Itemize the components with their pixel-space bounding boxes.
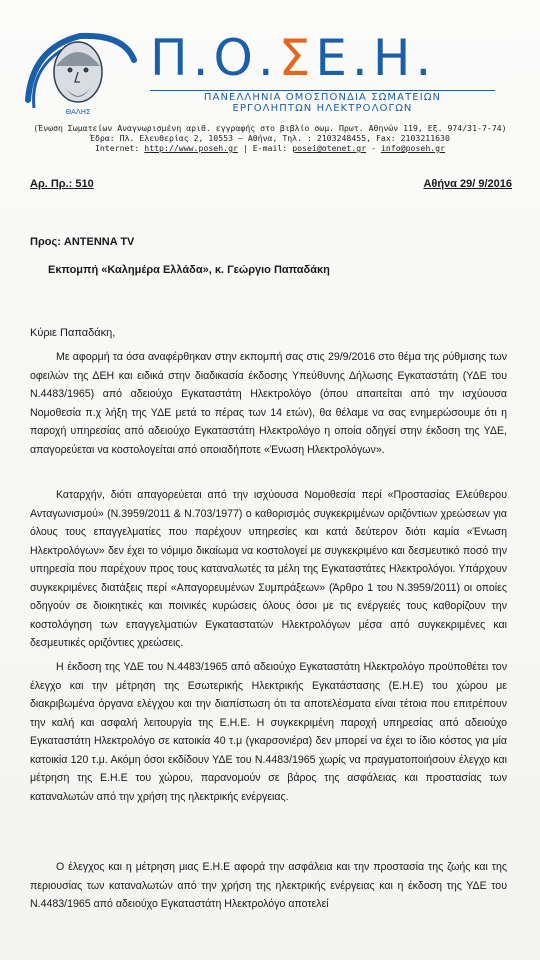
contact-info xyxy=(0,143,540,153)
recipient: Προς: ANTENNA TV xyxy=(30,236,135,248)
org-name-part-left: Π.Ο. xyxy=(150,29,279,87)
org-name-bolt-letter: Σ xyxy=(278,29,316,87)
body-paragraph-3: Η έκδοση της ΥΔΕ του Ν.4483/1965 από αδειούχο Εγκαταστάτη Ηλεκτρολόγο προϋποθέτει τον έλεγχο και την μέτρηση της Εσωτερικής Ηλεκτρικής Εγκατάστασης (Ε.Η.Ε) του χώρου με διακριβωμένα όργανα ελέγχου και την διαπίστωση ότι τα αποτελέσματα είναι τέτοια που επιτρέπουν την καλή και ασφαλή λειτουργία της Ε.Η.Ε. Η συγκεκριμένη παροχή υπηρεσίας από αδειούχο Εγκαταστάτη Ηλεκτρολόγο σε κατοικία 40 τ.μ (γκαρσονιέρα) δεν μπορεί να έχει το ίδιο κόστος για μία κατοικία 120 τ.μ. Ακόμη όσοι εκδίδουν ΥΔΕ του Ν.4483/1965 χωρίς να πραγματοποιήσουν έλεγχο και μέτρηση της Ε.Η.Ε του χώρου, παρανομούν σε βάρος της ασφάλειας και προστασίας των καταναλωτών από την χρήση της ηλεκτρικής ενέργειας. xyxy=(30,661,507,803)
email-separator: - xyxy=(371,143,377,153)
email-link-posei[interactable]: posei@otenet.gr xyxy=(292,143,367,153)
internet-label: Internet: xyxy=(94,143,140,153)
logo-caption: ΘΑΛΗΣ xyxy=(65,108,91,116)
body-paragraph-1: Με αφορμή τα όσα αναφέρθηκαν στην εκπομπή σας στις 29/9/2016 στο θέμα της ρύθμισης των οφειλών της ΔΕΗ και ειδικά στην διαδικασία έκδοσης Υπεύθυνης Δήλωσης Εγκαταστάτη (ΥΔΕ του Ν.4483/1965) από αδειούχο Εγκαταστάτη Ηλεκτρολόγο (όπου απαιτείται από την ισχύουσα Νομοθεσία π.χ λήξη της ΥΔΕ μετά το πέρας των 14 ετών), θα θέλαμε να σας ενημερώσουμε ότι η παροχή υπηρεσίας από αδειούχο Εγκαταστάτη Ηλεκτρολόγο η οποία οδηγεί στην έκδοση της ΥΔΕ, απαγορεύεται να κοστολογείται από οποιαδήποτε «Ένωση Ηλεκτρολόγων». xyxy=(30,351,507,456)
registration-info: (Ένωση Σωματείων Αναγνωρισμένη αριθ. εγγραφής στο βιβλίο σωμ. Πρωτ. Αθηνών 119, Εξ. 974/31-7-74) xyxy=(33,123,507,133)
organization-logo xyxy=(22,30,138,116)
letter-date: Αθήνα 29/ 9/2016 xyxy=(423,178,512,190)
greeting: Κύριε Παπαδάκη, xyxy=(30,327,116,339)
body-paragraph-2: Καταρχήν, διότι απαγορεύεται από την ισχύουσα Νομοθεσία περί «Προστασίας Ελεύθερου Ανταγωνισμού» (Ν.3959/2011 & Ν.703/1977) ο καθορισμός συγκεκριμένων οριζόντιων χρεώσεων για όλους τους επαγγελματίες που παρέχουν υπηρεσίες και κατά δεύτερον διότι καμία «Ένωση Ηλεκτρολόγων» δεν έχει το νόμιμο δικαίωμα να κοστολογεί με συγκεκριμένο και δεσμευτικό ποσό την υπηρεσία που παρέχουν προς τους καταναλωτές τα μέλη της Εγκαταστάτες Ηλεκτρολόγοι. Υπάρχουν συγκεκριμένες διατάξεις περί «Απαγορευμένων Συμπράξεων» (Άρθρο 1 του Ν.3959/2011) οι οποίες οδηγούν σε διοικητικές και ποινικές κυρώσεις όλους όσοι με τις ενέργειές τους καθορίζουν την κοστολόγηση των επαγγελματιών Εγκαταστατών Ηλεκτρολόγων μέσα από συγκεκριμένες και δεσμευτικές οριζόντιες χρεώσεις. xyxy=(30,489,507,649)
address-info: Έδρα: Πλ. Ελευθερίας 2, 10553 – Αθήνα, Τηλ. : 2103248455, Fax: 2103211630 xyxy=(90,133,450,143)
website-link[interactable]: http://www.poseh.gr xyxy=(144,143,238,153)
protocol-number: Αρ. Πρ.: 510 xyxy=(30,178,94,190)
organization-subtitle-line1: ΠΑΝΕΛΛΗΝΙΑ ΟΜΟΣΠΟΝΔΙΑ ΣΩΜΑΤΕΙΩΝ xyxy=(203,92,442,103)
organization-name xyxy=(150,30,436,86)
letterhead-divider xyxy=(150,90,495,91)
thales-head-logo-icon xyxy=(22,30,138,116)
recipient-show: Εκπομπή «Καλημέρα Ελλάδα», κ. Γεώργιο Παπαδάκη xyxy=(48,264,330,276)
email-label: | E-mail: xyxy=(242,143,288,153)
org-name-part-right: Ε.Η. xyxy=(315,29,437,87)
organization-subtitle-line2: ΕΡΓΟΛΗΠΤΩΝ ΗΛΕΚΤΡΟΛΟΓΩΝ xyxy=(232,103,413,114)
email-link-info[interactable]: info@poseh.gr xyxy=(380,143,446,153)
body-paragraph-4: Ο έλεγχος και η μέτρηση μιας Ε.Η.Ε αφορά την ασφάλεια και την προστασία της ζωής και της περιουσίας των καταναλωτών από την χρήση της ηλεκτρικής ενέργειας και η έκδοση της ΥΔΕ του Ν.4483/1965 από αδειούχο Εγκαταστάτη Ηλεκτρολόγο αποτελεί xyxy=(30,861,507,910)
